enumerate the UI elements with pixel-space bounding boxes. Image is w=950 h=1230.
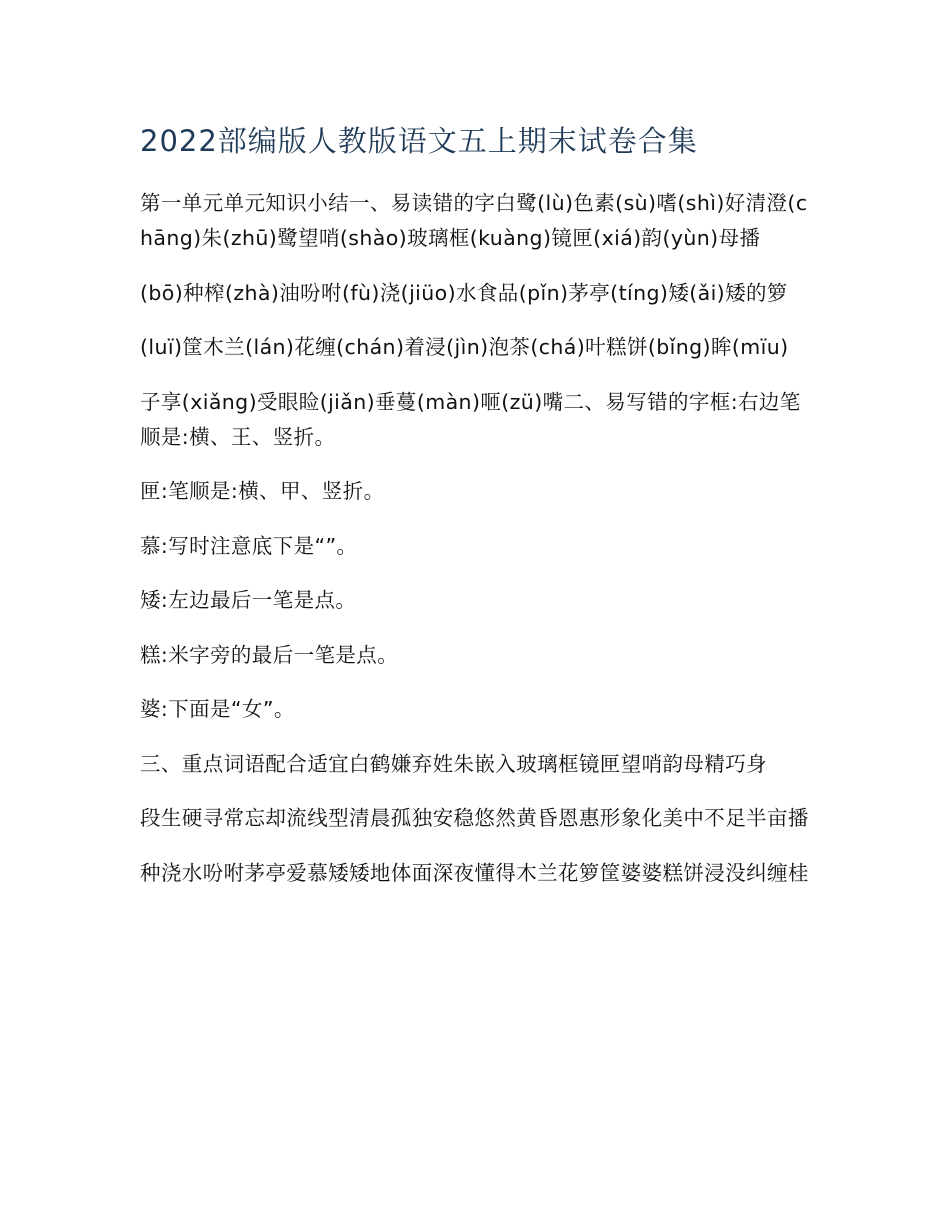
paragraph-7: 矮:左边最后一笔是点。: [140, 588, 357, 612]
paragraph-11: 段生硬寻常忘却流线型清晨孤独安稳悠然黄昏恩惠形象化美中不足半亩播: [140, 806, 809, 830]
document-title: 2022部编版人教版语文五上期末试卷合集: [140, 124, 698, 158]
paragraph-2: (bō)种榨(zhà)油吩咐(fù)浇(jiüo)水食品(pǐn)茅亭(tíng)矮(ǎi)矮的箩: [140, 280, 788, 305]
paragraph-1: 第一单元单元知识小结一、易读错的字白鹭(lù)色素(sù)嗜(shì)好清澄(chāng)朱(zhū)鹭望哨(shào)玻璃框(kuàng)镜匣(xiá)韵(yùn)母播: [140, 191, 808, 250]
paragraph-4: 子享(xiǎng)受眼睑(jiǎn)垂蔓(màn)咂(zü)嘴二、易写错的字框:右边笔顺是:横、王、竖折。: [140, 389, 801, 449]
paragraph-5: 匣:笔顺是:横、甲、竖折。: [140, 479, 385, 503]
paragraph-10: 三、重点词语配合适宜白鹤嫌弃姓朱嵌入玻璃框镜匣望哨韵母精巧身: [140, 751, 767, 776]
document-body: [140, 118, 812, 910]
paragraph-6: 慕:写时注意底下是“”。: [140, 533, 358, 558]
paragraph-3: (luï)筐木兰(lán)花缠(chán)着浸(jìn)泡茶(chá)叶糕饼(bǐng)眸(mïu): [140, 335, 789, 359]
paragraph-12: 种浇水吩咐茅亭爱慕矮矮地体面深夜懂得木兰花箩筐婆婆糕饼浸没纠缠桂: [140, 860, 809, 885]
paragraph-8: 糕:米字旁的最后一笔是点。: [140, 642, 399, 667]
paragraph-9: 婆:下面是“女”。: [140, 697, 295, 721]
